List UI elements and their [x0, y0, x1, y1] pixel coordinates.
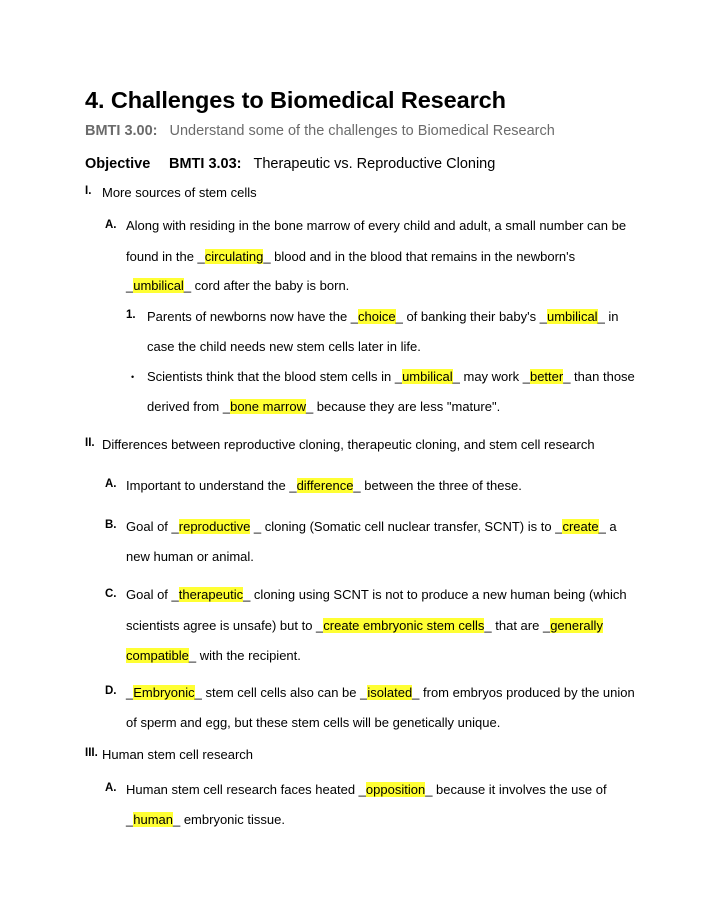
item-IIC-line-3	[126, 648, 301, 664]
line-text: _	[126, 812, 134, 827]
standard-code: BMTI 3.00:	[85, 123, 158, 139]
line-text: _ of banking their baby's _	[395, 309, 547, 324]
line-text: _ a	[598, 519, 617, 534]
line-text: Scientists think that the blood stem cells in _	[147, 369, 403, 384]
highlighted-answer: better	[529, 369, 564, 384]
standard-subtitle	[85, 123, 555, 139]
line-text: _	[126, 685, 134, 700]
item-marker-IA1: 1.	[126, 309, 136, 321]
item-IIIA-line-1	[126, 782, 607, 798]
highlighted-answer: therapeutic	[178, 587, 244, 602]
line-text: _ because they are less "mature".	[305, 399, 501, 414]
item-marker-IIB: B.	[105, 519, 117, 531]
objective-heading	[85, 156, 495, 172]
line-text: _ with the recipient.	[188, 648, 301, 663]
item-IIB-line-2	[126, 549, 254, 565]
item-marker-IIA: A.	[105, 478, 117, 490]
line-text: Differences between reproductive cloning, therapeutic cloning, and stem cell research	[102, 437, 595, 452]
item-IAb-line-1	[147, 369, 635, 385]
highlighted-answer: umbilical	[133, 278, 184, 293]
highlighted-answer: umbilical	[546, 309, 598, 324]
line-text: case the child needs new stem cells later in life.	[147, 339, 421, 354]
item-marker-IIIA: A.	[105, 782, 117, 794]
line-text: Human stem cell research faces heated _	[126, 782, 366, 797]
line-text: _ in	[597, 309, 619, 324]
item-IIIA-line-2	[126, 812, 285, 828]
item-IIC-line-2	[126, 618, 603, 634]
line-text: of sperm and egg, but these stem cells will be genetically unique.	[126, 715, 501, 730]
line-text: new human or animal.	[126, 549, 254, 564]
highlighted-answer: reproductive	[178, 519, 251, 534]
objective-code: BMTI 3.03:	[169, 156, 242, 172]
line-text: Parents of newborns now have the _	[147, 309, 359, 324]
item-IA-line-2	[126, 249, 575, 265]
highlighted-answer: difference	[296, 478, 354, 493]
highlighted-answer: isolated	[367, 685, 413, 700]
item-IA1-line-1	[147, 309, 619, 325]
highlighted-answer: choice	[358, 309, 396, 324]
line-text: _ from embryos produced by the union	[412, 685, 635, 700]
item-IIB-line-1	[126, 519, 617, 535]
line-text: Goal of _	[126, 587, 179, 602]
bullet-marker: •	[131, 372, 135, 382]
section-marker-II: II.	[85, 437, 95, 449]
line-text: _	[126, 278, 134, 293]
highlighted-answer: bone marrow	[230, 399, 306, 414]
line-text: Goal of _	[126, 519, 179, 534]
item-marker-IIC: C.	[105, 588, 117, 600]
section-I-heading	[102, 185, 257, 201]
item-IIC-line-1	[126, 587, 627, 603]
item-marker-IA: A.	[105, 219, 117, 231]
highlighted-answer: umbilical	[402, 369, 453, 384]
line-text: Important to understand the _	[126, 478, 297, 493]
line-text: _ may work _	[452, 369, 530, 384]
section-marker-III: III.	[85, 747, 98, 759]
standard-text: Understand some of the challenges to Biomedical Research	[169, 123, 555, 139]
item-IID-line-2	[126, 715, 500, 731]
line-text: _ cloning using SCNT is not to produce a new human being (which	[243, 587, 627, 602]
section-III-heading	[102, 747, 253, 763]
item-IA-line-1	[126, 218, 626, 234]
item-IAb-line-2	[147, 399, 500, 415]
highlighted-answer: create embryonic stem cells	[323, 618, 485, 633]
highlighted-answer: create	[562, 519, 599, 534]
section-marker-I: I.	[85, 185, 92, 197]
line-text: Along with residing in the bone marrow of every child and adult, a small number can be	[126, 218, 627, 233]
item-IIA-line-1	[126, 478, 522, 494]
highlighted-answer: circulating	[204, 249, 264, 264]
line-text: _ blood and in the blood that remains in the newborn's	[263, 249, 576, 264]
highlighted-answer: Embryonic	[133, 685, 195, 700]
item-IA-line-3	[126, 278, 349, 294]
highlighted-answer: opposition	[365, 782, 426, 797]
section-II-heading	[102, 437, 595, 453]
highlighted-answer: compatible	[126, 648, 189, 663]
highlighted-answer: generally	[550, 618, 603, 633]
line-text: scientists agree is unsafe) but to _	[126, 618, 324, 633]
line-text: Human stem cell research	[102, 747, 253, 762]
line-text: found in the _	[126, 249, 205, 264]
line-text: _ cord after the baby is born.	[183, 278, 350, 293]
item-marker-IID: D.	[105, 685, 117, 697]
line-text: _ because it involves the use of	[425, 782, 607, 797]
line-text: _ cloning (Somatic cell nuclear transfer, SCNT) is to _	[250, 519, 563, 534]
line-text: derived from _	[147, 399, 231, 414]
objective-text: Therapeutic vs. Reproductive Cloning	[253, 156, 496, 172]
line-text: _ that are _	[484, 618, 551, 633]
line-text: More sources of stem cells	[102, 185, 257, 200]
line-text: _ stem cell cells also can be _	[194, 685, 368, 700]
line-text: _ than those	[563, 369, 635, 384]
objective-label: Objective	[85, 156, 151, 172]
item-IA1-line-2	[147, 339, 421, 355]
page-title: 4. Challenges to Biomedical Research	[85, 87, 506, 113]
highlighted-answer: human	[133, 812, 173, 827]
line-text: _ embryonic tissue.	[172, 812, 285, 827]
line-text: _ between the three of these.	[353, 478, 522, 493]
item-IID-line-1	[126, 685, 635, 701]
